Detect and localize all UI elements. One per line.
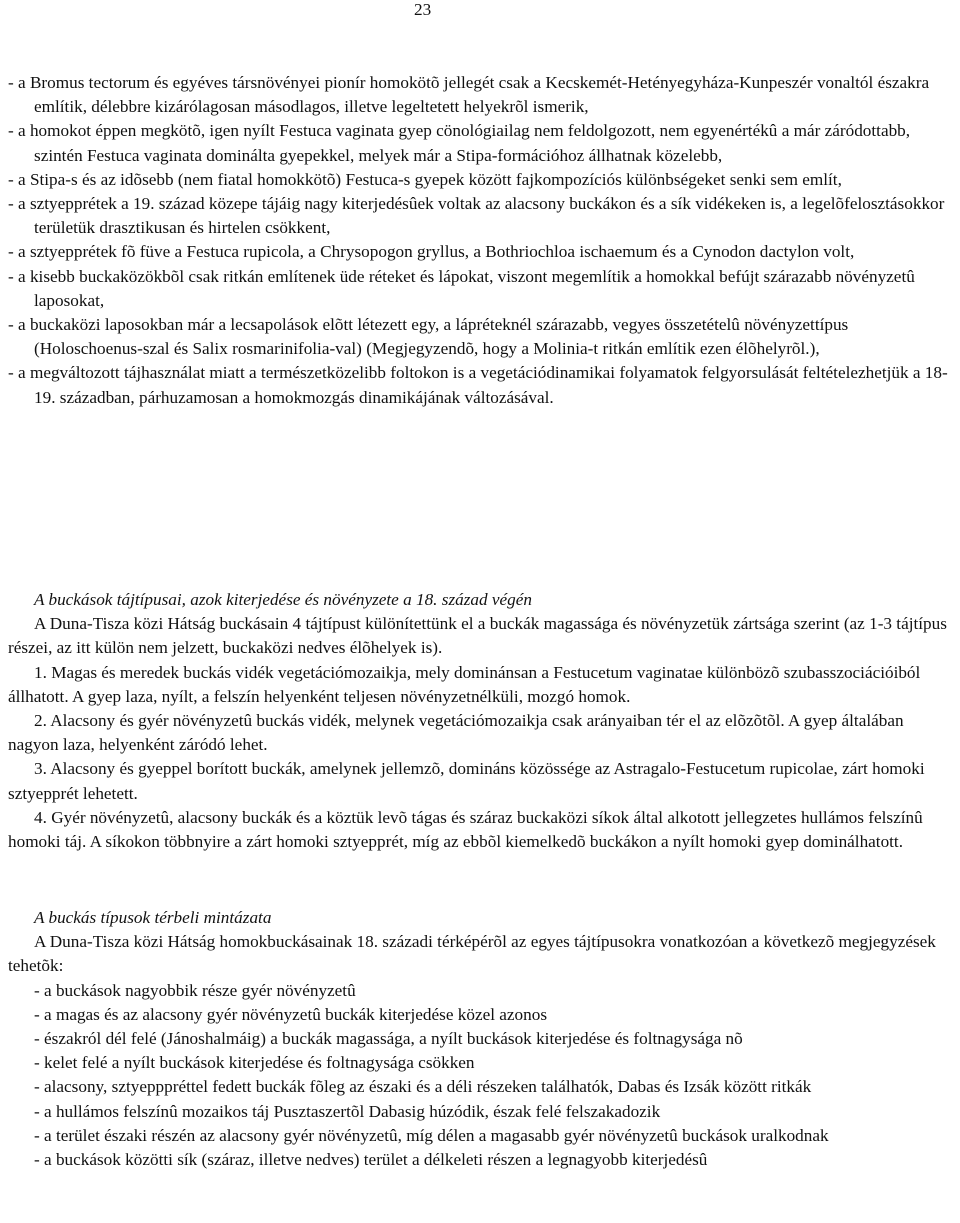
list-item: - alacsony, sztyepppréttel fedett buckák fõleg az északi és a déli részeken találhatók, Dabas és Izsák között ritkák bbox=[34, 1077, 812, 1097]
numbered-item: 2. Alacsony és gyér növényzetû buckás vidék, melynek vegetációmozaikja csak arányaiban tér el az elõzõtõl. A gyep általában nagyon laza, helyenként záródó lehet. bbox=[8, 711, 904, 755]
section-heading: A buckás típusok térbeli mintázata bbox=[34, 908, 272, 927]
numbered-item: 3. Alacsony és gyeppel borított buckák, amelynek jellemzõ, domináns közössége az Astragalo-Festucetum rupicolae, zárt homoki sztyepprét lehetett. bbox=[8, 759, 925, 803]
list-item: - a magas és az alacsony gyér növényzetû buckák kiterjedése közel azonos bbox=[34, 1004, 548, 1024]
section-heading: A buckások tájtípusai, azok kiterjedése és növényzete a 18. század végén bbox=[34, 590, 532, 609]
list-item: - a Stipa-s és az idõsebb (nem fiatal homokkötõ) Festuca-s gyepek között fajkompozíciós különbségeket senki sem említ, bbox=[8, 169, 842, 189]
section-landscape-types bbox=[8, 588, 956, 854]
list-item: - a Bromus tectorum és egyéves társnövényei pionír homokötõ jellegét csak a Kecskemét-Hetényegyháza-Kunpeszér vonaltól északra említik, délebbre kizárólagosan másodlagos, illetve legeltetett helyekrõl ismerik, bbox=[8, 73, 930, 117]
list-item: - a megváltozott tájhasználat miatt a természetközelibb foltokon is a vegetációdinamikai folyamatok felgyorsulását feltételezhetjük a 18-19. században, párhuzamosan a homokmozgás dinamikájának változásával. bbox=[8, 363, 948, 407]
list-item: - a sztyepprétek a 19. század közepe tájáig nagy kiterjedésûek voltak az alacsony buckákon és a sík vidékeken is, a legelõfelosztásokkor területük drasztikusan és hirtelen csökkent, bbox=[8, 194, 945, 238]
list-item: - északról dél felé (Jánoshalmáig) a buckák magassága, a nyílt buckások kiterjedése és foltnagysága nõ bbox=[34, 1029, 743, 1049]
list-item: - a buckások nagyobbik része gyér növényzetû bbox=[34, 980, 356, 1000]
list-item: - a terület északi részén az alacsony gyér növényzetû, míg délen a magasabb gyér növényzetû buckások uralkodnak bbox=[34, 1125, 829, 1145]
list-item: - a hullámos felszínû mozaikos táj Pusztaszertõl Dabasig húzódik, észak felé felszakadozik bbox=[34, 1101, 661, 1121]
list-item: - a buckások közötti sík (száraz, illetve nedves) terület a délkeleti részen a legnagyobb kiterjedésû bbox=[34, 1150, 708, 1170]
list-item: - a kisebb buckaközökbõl csak ritkán említenek üde réteket és lápokat, viszont megemlítik a homokkal befújt szárazabb növényzetû laposokat, bbox=[8, 266, 915, 310]
section-intro: A Duna-Tisza közi Hátság homokbuckásainak 18. századi térképérõl az egyes tájtípusokra vonatkozóan a következõ megjegyzések tehetõk: bbox=[8, 932, 936, 976]
list-item: - a homokot éppen megkötõ, igen nyílt Festuca vaginata gyep cönológiailag nem feldolgozott, nem egyenértékû a már záródottabb, szintén Festuca vaginata dominálta gyepekkel, melyek már a Stipa-formációhoz állhatnak közelebb, bbox=[8, 121, 911, 165]
bullet-list bbox=[8, 71, 956, 410]
numbered-item: 4. Gyér növényzetû, alacsony buckák és a köztük levõ tágas és száraz buckaközi síkok által alkotott jellegzetes hullámos felszínû homoki táj. A síkokon többnyire a zárt homoki sztyepprét, míg az ebbõl kiemelkedõ buckákon a nyílt homoki gyep dominálhatott. bbox=[8, 807, 923, 852]
page-number: 23 bbox=[414, 0, 432, 19]
list-item: - a buckaközi laposokban már a lecsapolások elõtt létezett egy, a lápréteknél szárazabb, vegyes összetételû növényzettípus (Holoschoenus-szal és Salix rosmarinifolia-val) (Megjegyzendõ, hogy a Molinia-t ritkán említik ezen élõhelyrõl.), bbox=[8, 315, 849, 359]
numbered-item: 1. Magas és meredek buckás vidék vegetációmozaikja, mely dominánsan a Festucetum vaginatae különbözõ szubasszociációiból állhatott. A gyep laza, nyílt, a felszín helyenként teljesen növényzetnélküli, mozgó homok. bbox=[8, 662, 921, 706]
list-item: - a sztyepprétek fõ füve a Festuca rupicola, a Chrysopogon gryllus, a Bothriochloa ischaemum és a Cynodon dactylon volt, bbox=[8, 242, 855, 262]
list-item: - kelet felé a nyílt buckások kiterjedése és foltnagysága csökken bbox=[34, 1053, 475, 1073]
section-intro: A Duna-Tisza közi Hátság buckásain 4 tájtípust különítettünk el a buckák magassága és növényzetük zártsága szerint (az 1-3 tájtípus részei, az itt külön nem jelzett, buckaközi nedves élõhelyek is). bbox=[8, 614, 947, 658]
section-spatial-pattern bbox=[8, 906, 956, 1172]
